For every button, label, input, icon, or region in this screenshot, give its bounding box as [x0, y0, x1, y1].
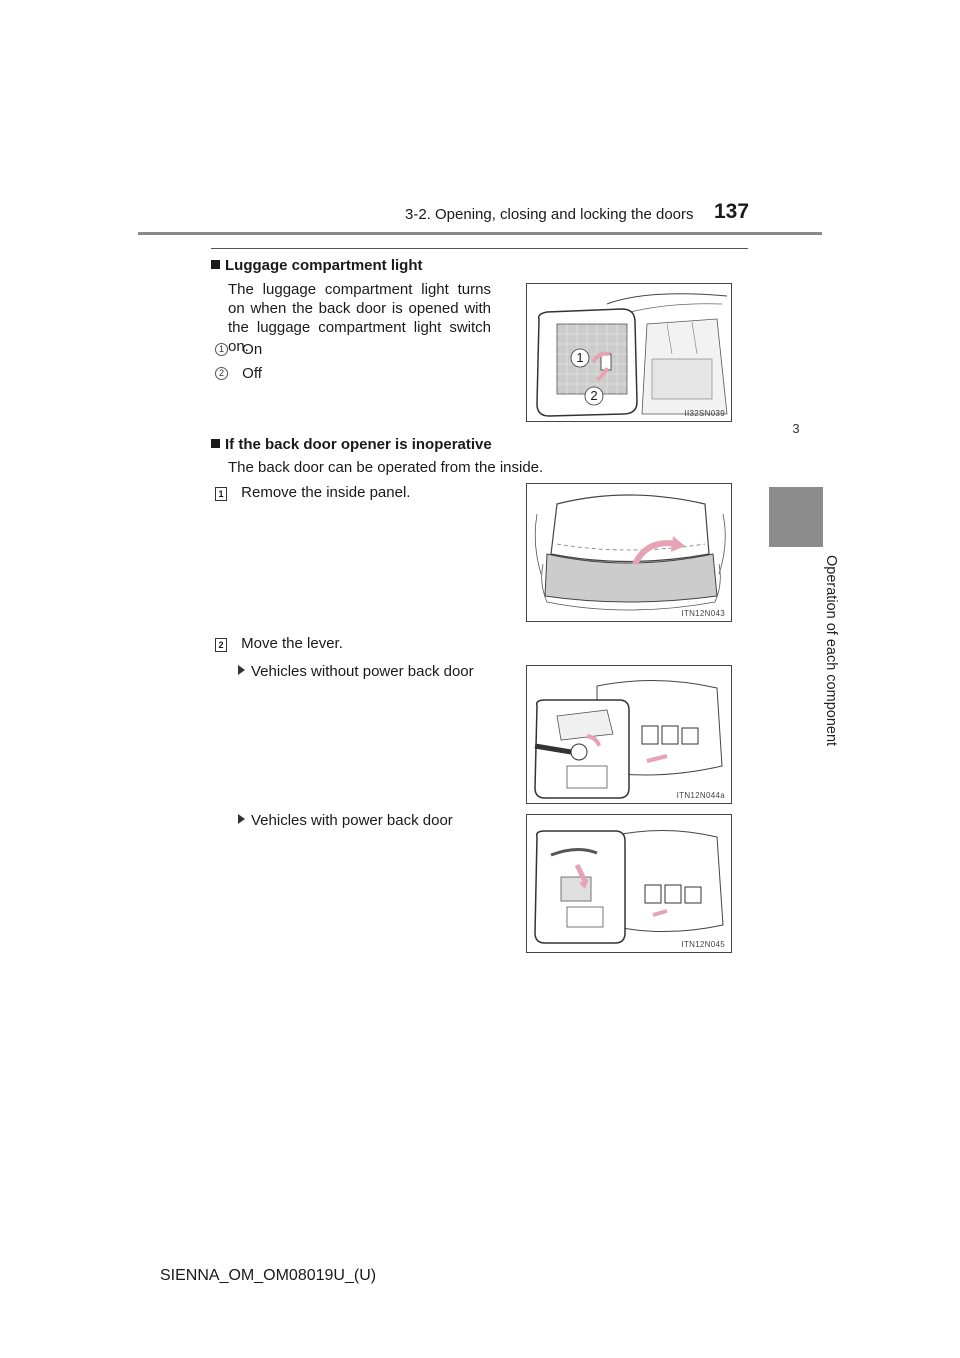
header-rule: [138, 232, 822, 235]
variant-with-power-label: Vehicles with power back door: [251, 812, 453, 829]
figure-code: II32SN039: [684, 409, 725, 418]
section-rule: [211, 248, 748, 249]
step-2: [215, 634, 343, 653]
page-number: 137: [714, 200, 750, 223]
luggage-light-figure: [526, 283, 732, 422]
variant-without-power: [238, 662, 474, 681]
step-1: [215, 483, 410, 502]
step-1-text: Remove the inside panel.: [241, 484, 411, 501]
chapter-tab: [769, 487, 823, 547]
lever-without-power-figure: [526, 665, 732, 804]
opener-heading-text: If the back door opener is inoperative: [225, 436, 492, 453]
chapter-number: 3: [792, 421, 800, 436]
luggage-light-heading: [211, 257, 423, 274]
luggage-light-heading-text: Luggage compartment light: [225, 257, 423, 274]
square-bullet-icon: [211, 260, 220, 269]
item-on-label: On: [242, 341, 263, 358]
step-number-2: 2: [215, 638, 227, 652]
luggage-light-description: The luggage compartment light turns on when the back door is opened with the luggage compartment light switch on.: [228, 281, 491, 355]
lever-without-power-illustration: [527, 666, 732, 804]
square-bullet-icon: [211, 439, 220, 448]
triangle-bullet-icon: [238, 814, 245, 824]
step-number-1: 1: [215, 487, 227, 501]
figure-code: ITN12N043: [681, 609, 725, 618]
figure-code: ITN12N045: [681, 940, 725, 949]
lever-with-power-illustration: [527, 815, 732, 953]
section-title: 3-2. Opening, closing and locking the doors: [405, 206, 694, 223]
item-off-label: Off: [242, 365, 262, 382]
callout-number-2: 2: [215, 367, 228, 380]
remove-panel-illustration: [527, 484, 732, 622]
callout-number-1: 1: [215, 343, 228, 356]
triangle-bullet-icon: [238, 665, 245, 675]
opener-inoperative-heading: [211, 436, 492, 453]
chapter-title: Operation of each component: [823, 555, 839, 747]
variant-with-power: [238, 811, 453, 830]
item-on: [215, 340, 262, 359]
figure-callout-1: 1: [576, 350, 584, 365]
remove-panel-figure: [526, 483, 732, 622]
figure-callout-2: 2: [590, 388, 598, 403]
lever-with-power-figure: [526, 814, 732, 953]
luggage-light-illustration: [527, 284, 732, 422]
variant-without-power-label: Vehicles without power back door: [251, 663, 474, 680]
figure-code: ITN12N044a: [676, 791, 725, 800]
step-2-text: Move the lever.: [241, 635, 343, 652]
item-off: [215, 364, 262, 383]
opener-intro: The back door can be operated from the inside.: [228, 459, 544, 476]
document-id: SIENNA_OM_OM08019U_(U): [160, 1267, 377, 1284]
